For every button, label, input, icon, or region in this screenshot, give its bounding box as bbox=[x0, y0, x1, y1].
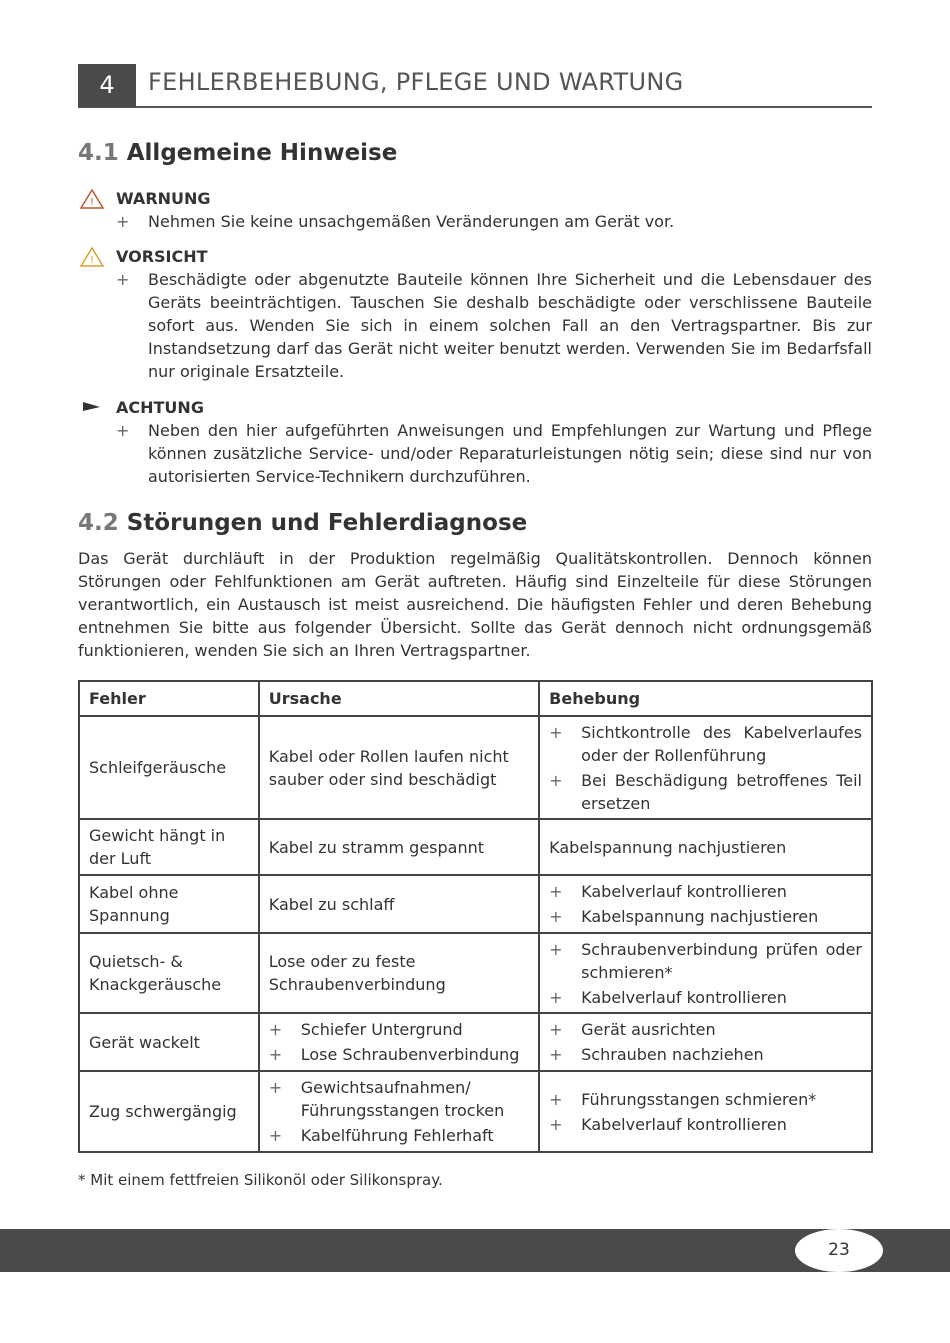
chapter-number: 4 bbox=[78, 64, 136, 107]
svg-text:!: ! bbox=[89, 255, 95, 266]
section-heading-4-1 bbox=[78, 140, 397, 166]
page-number: 23 bbox=[795, 1229, 883, 1272]
warning-note bbox=[78, 187, 872, 233]
note-label: VORSICHT bbox=[116, 247, 208, 266]
cell-behebung: Kabelspannung nachjustieren bbox=[539, 819, 872, 875]
section-number: 4.2 bbox=[78, 510, 119, 536]
item-text: Sichtkontrolle des Kabelverlaufes oder der Rollenführung bbox=[581, 722, 862, 765]
caution-triangle-icon bbox=[80, 247, 104, 267]
cell-behebung: + Gerät ausrichten + Schrauben nachziehen bbox=[539, 1013, 872, 1071]
item-text: Neben den hier aufgeführten Anweisungen und Empfehlungen zur Wartung und Pflege können zusätzliche Service- und/oder Reparaturleistungen nötig sein; diese sind nur von autorisierten Service-Technikern durchzuführen. bbox=[148, 421, 872, 486]
item-text: Schrauben nachziehen bbox=[581, 1045, 764, 1064]
cell-ursache: Lose oder zu feste Schraubenverbindung bbox=[259, 933, 539, 1013]
list-item: + Neben den hier aufgeführten Anweisungen und Empfehlungen zur Wartung und Pflege können zusätzliche Service- und/oder Reparaturleistungen nötig sein; diese sind nur von autorisierten Service-Technikern durchzuführen. bbox=[116, 421, 872, 486]
item-text: Kabelspannung nachjustieren bbox=[581, 907, 819, 926]
table-row bbox=[79, 1013, 872, 1071]
item-text: Lose Schraubenverbindung bbox=[300, 1045, 520, 1064]
cell-fehler: Gewicht hängt in der Luft bbox=[79, 819, 259, 875]
cell-behebung: + Sichtkontrolle des Kabelverlaufes oder der Rollenführung + Bei Beschädigung betroffenes Teil ersetzen bbox=[539, 716, 872, 819]
cell-ursache: + Gewichtsaufnahmen/ Führungsstangen trocken + Kabelführung Fehlerhaft bbox=[259, 1071, 539, 1152]
warning-triangle-icon bbox=[80, 189, 104, 209]
cell-fehler: Quietsch- & Knackgeräusche bbox=[79, 933, 259, 1013]
header-behebung: Behebung bbox=[539, 681, 872, 716]
chapter-title: FEHLERBEHEBUNG, PFLEGE UND WARTUNG bbox=[148, 68, 684, 96]
table-row bbox=[79, 1071, 872, 1152]
cell-behebung: + Schraubenverbindung prüfen oder schmieren* + Kabelverlauf kontrollieren bbox=[539, 933, 872, 1013]
note-label: WARNUNG bbox=[116, 189, 211, 208]
note-label: ACHTUNG bbox=[116, 398, 204, 417]
item-text: Beschädigte oder abgenutzte Bauteile können Ihre Sicherheit und die Lebensdauer des Geräts beeinträchtigen. Tauschen Sie deshalb beschädigte oder verschlissene Bauteile sofort aus. Wenden Sie sich in einem solchen Fall an den Vertragspartner. Bis zur Instandsetzung darf das Gerät nicht weiter benutzt werden. Verwenden Sie im Bedarfsfall nur originale Ersatzteile. bbox=[148, 270, 872, 381]
cell-ursache: Kabel oder Rollen laufen nicht sauber oder sind beschädigt bbox=[259, 716, 539, 819]
section-title: Störungen und Fehlerdiagnose bbox=[126, 510, 528, 536]
section-number: 4.1 bbox=[78, 140, 119, 166]
caution-note bbox=[78, 245, 872, 383]
item-text: Kabelverlauf kontrollieren bbox=[581, 1114, 787, 1134]
troubleshooting-table bbox=[78, 680, 873, 1153]
section-title: Allgemeine Hinweise bbox=[126, 140, 398, 166]
cell-fehler: Gerät wackelt bbox=[79, 1013, 259, 1071]
header-ursache: Ursache bbox=[259, 681, 539, 716]
list-item: + Nehmen Sie keine unsachgemäßen Veränderungen am Gerät vor. bbox=[116, 212, 675, 231]
item-text: Nehmen Sie keine unsachgemäßen Veränderungen am Gerät vor. bbox=[148, 212, 675, 231]
item-text: Kabelführung Fehlerhaft bbox=[300, 1126, 494, 1145]
footnote: * Mit einem fettfreien Silikonöl oder Silikonspray. bbox=[78, 1171, 443, 1189]
item-text: Bei Beschädigung betroffenes Teil ersetzen bbox=[581, 770, 862, 813]
table-row bbox=[79, 819, 872, 875]
list-item: + Beschädigte oder abgenutzte Bauteile können Ihre Sicherheit und die Lebensdauer des Geräts beeinträchtigen. Tauschen Sie deshalb beschädigte oder verschlissene Bauteile sofort aus. Wenden Sie sich in einem solchen Fall an den Vertragspartner. Bis zur Instandsetzung darf das Gerät nicht weiter benutzt werden. Verwenden Sie im Bedarfsfall nur originale Ersatzteile. bbox=[116, 270, 872, 381]
cell-fehler: Kabel ohne Spannung bbox=[79, 875, 259, 933]
item-text: Schraubenverbindung prüfen oder schmieren* bbox=[581, 939, 862, 982]
item-text: Führungsstangen schmieren* bbox=[581, 1089, 817, 1109]
cell-behebung: + Kabelverlauf kontrollieren + Kabelspannung nachjustieren bbox=[539, 875, 872, 933]
section-heading-4-2 bbox=[78, 510, 527, 536]
intro-paragraph: Das Gerät durchläuft in der Produktion regelmäßig Qualitätskontrollen. Dennoch können Störungen oder Fehlfunktionen am Gerät auftreten. Häufig sind Einzelteile für diese Störungen verantwortlich, ein Austausch ist meist ausreichend. Die häufigsten Fehler und deren Behebung entnehmen Sie bitte aus folgender Übersicht. Sollte das Gerät dennoch nicht ordnungsgemäß funktionieren, wenden Sie sich an Ihren Vertragspartner. bbox=[78, 549, 872, 660]
item-text: Gerät ausrichten bbox=[581, 1020, 716, 1039]
item-text: Gewichtsaufnahmen/ Führungsstangen trocken bbox=[300, 1078, 505, 1120]
table-row bbox=[79, 875, 872, 933]
arrow-pointer-icon bbox=[80, 398, 104, 418]
cell-fehler: Zug schwergängig bbox=[79, 1071, 259, 1152]
cell-behebung: + Führungsstangen schmieren* + Kabelverlauf kontrollieren bbox=[539, 1071, 872, 1152]
svg-text:!: ! bbox=[89, 197, 95, 208]
table-row bbox=[79, 933, 872, 1013]
attention-note bbox=[78, 396, 872, 488]
chapter-header bbox=[78, 64, 872, 108]
table-header-row bbox=[79, 681, 872, 716]
cell-ursache: Kabel zu stramm gespannt bbox=[259, 819, 539, 875]
item-text: Schiefer Untergrund bbox=[300, 1020, 463, 1039]
cell-ursache: Kabel zu schlaff bbox=[259, 875, 539, 933]
item-text: Kabelverlauf kontrollieren bbox=[581, 882, 787, 901]
cell-ursache: + Schiefer Untergrund + Lose Schraubenverbindung bbox=[259, 1013, 539, 1071]
item-text: Kabelverlauf kontrollieren bbox=[581, 987, 787, 1007]
header-fehler: Fehler bbox=[79, 681, 259, 716]
cell-fehler: Schleifgeräusche bbox=[79, 716, 259, 819]
table-row bbox=[79, 716, 872, 819]
